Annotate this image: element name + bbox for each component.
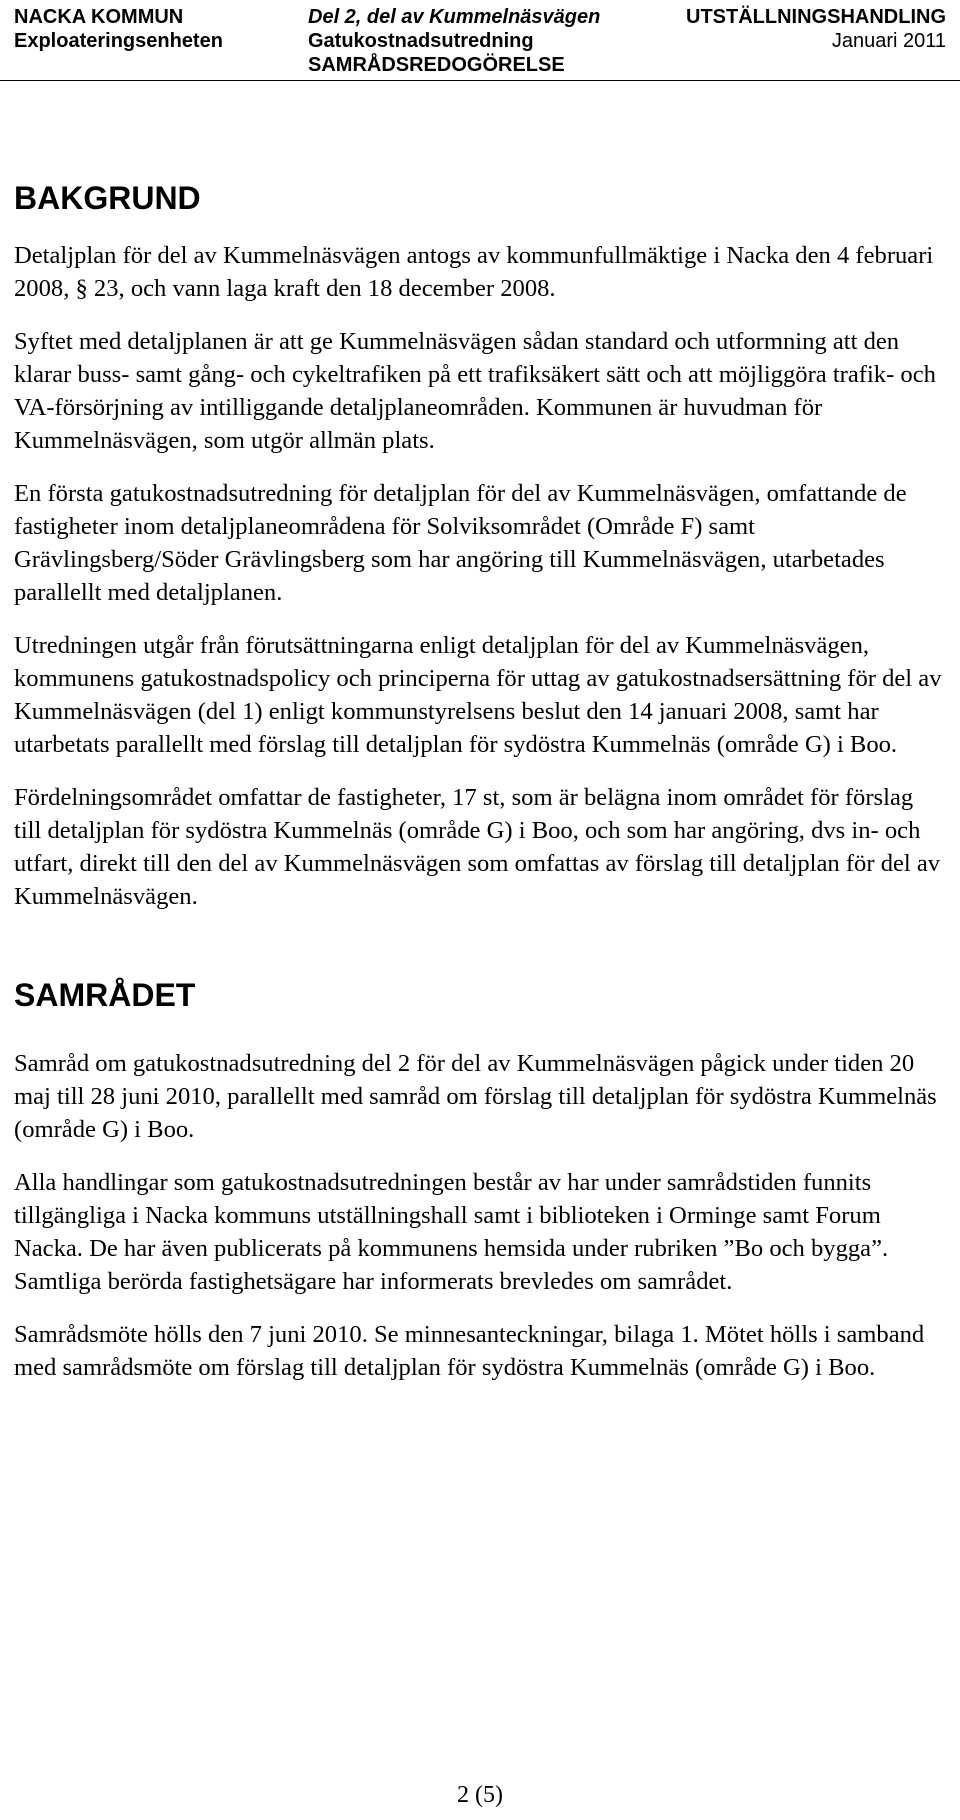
paragraph: Fördelningsområdet omfattar de fastigheter, 17 st, som är belägna inom området för förslag till detaljplan för sydöstra Kummelnäs (område G) i Boo, och som har angöring, dvs in- och utfart, direkt till den del av Kummelnäsvägen som omfattas av förslag till detaljplan för del av Kummelnäsvägen. (14, 784, 941, 910)
paragraph: Alla handlingar som gatukostnadsutredningen består av har under samrådstiden funnits tillgängliga i Nacka kommuns utställningshall samt i biblioteken i Orminge samt Forum Nacka. De har även publicerats på kommunens hemsida under rubriken ”Bo och bygga”. Samtliga berörda fastighetsägare har informerats brevledes om samrådet. (14, 1169, 889, 1295)
header-organization: NACKA KOMMUN (14, 6, 184, 28)
section-title-samradet: SAMRÅDET (14, 977, 196, 1013)
header-project-title: Del 2, del av Kummelnäsvägen (308, 6, 601, 28)
page-number: 2 (5) (457, 1782, 503, 1808)
paragraph: Samrådsmöte hölls den 7 juni 2010. Se minnesanteckningar, bilaga 1. Mötet hölls i samband med samrådsmöte om förslag till detaljplan för sydöstra Kummelnäs (område G) i Boo. (14, 1321, 925, 1381)
paragraph: Utredningen utgår från förutsättningarna enligt detaljplan för del av Kummelnäsvägen, kommunens gatukostnadspolicy och principerna för uttag av gatukostnadsersättning för del av Kummelnäsvägen (del 1) enligt kommunstyrelsens beslut den 14 januari 2008, samt har utarbetats parallellt med förslag till detaljplan för sydöstra Kummelnäs (område G) i Boo. (14, 632, 942, 758)
paragraph: Samråd om gatukostnadsutredning del 2 för del av Kummelnäsvägen pågick under tiden 20 maj till 28 juni 2010, parallellt med samråd om förslag till detaljplan för sydöstra Kummelnäs (område G) i Boo. (14, 1050, 937, 1143)
header-document-subtitle: SAMRÅDSREDOGÖRELSE (308, 54, 565, 76)
header-date: Januari 2011 (831, 30, 946, 52)
header-document-type: Gatukostnadsutredning (308, 30, 534, 52)
header-department: Exploateringsenheten (14, 30, 223, 52)
section-title-bakgrund: BAKGRUND (14, 180, 201, 216)
page-header (0, 0, 960, 81)
paragraph: Syftet med detaljplanen är att ge Kummelnäsvägen sådan standard och utformning att den klarar buss- samt gång- och cykeltrafiken på ett trafiksäkert sätt och att möjliggöra trafik- och VA-försörjning av intilliggande detaljplaneområden. Kommunen är huvudman för Kummelnäsvägen, som utgör allmän plats. (14, 328, 936, 454)
paragraph: Detaljplan för del av Kummelnäsvägen antogs av kommunfullmäktige i Nacka den 4 februari 2008, § 23, och vann laga kraft den 18 december 2008. (14, 242, 934, 302)
header-status: UTSTÄLLNINGSHANDLING (686, 6, 946, 28)
paragraph: En första gatukostnadsutredning för detaljplan för del av Kummelnäsvägen, omfattande de fastigheter inom detaljplaneområdena för Solviksområdet (Område F) samt Grävlingsberg/Söder Grävlingsberg som har angöring till Kummelnäsvägen, utarbetades parallellt med detaljplanen. (14, 480, 907, 606)
document-body (14, 178, 946, 1384)
